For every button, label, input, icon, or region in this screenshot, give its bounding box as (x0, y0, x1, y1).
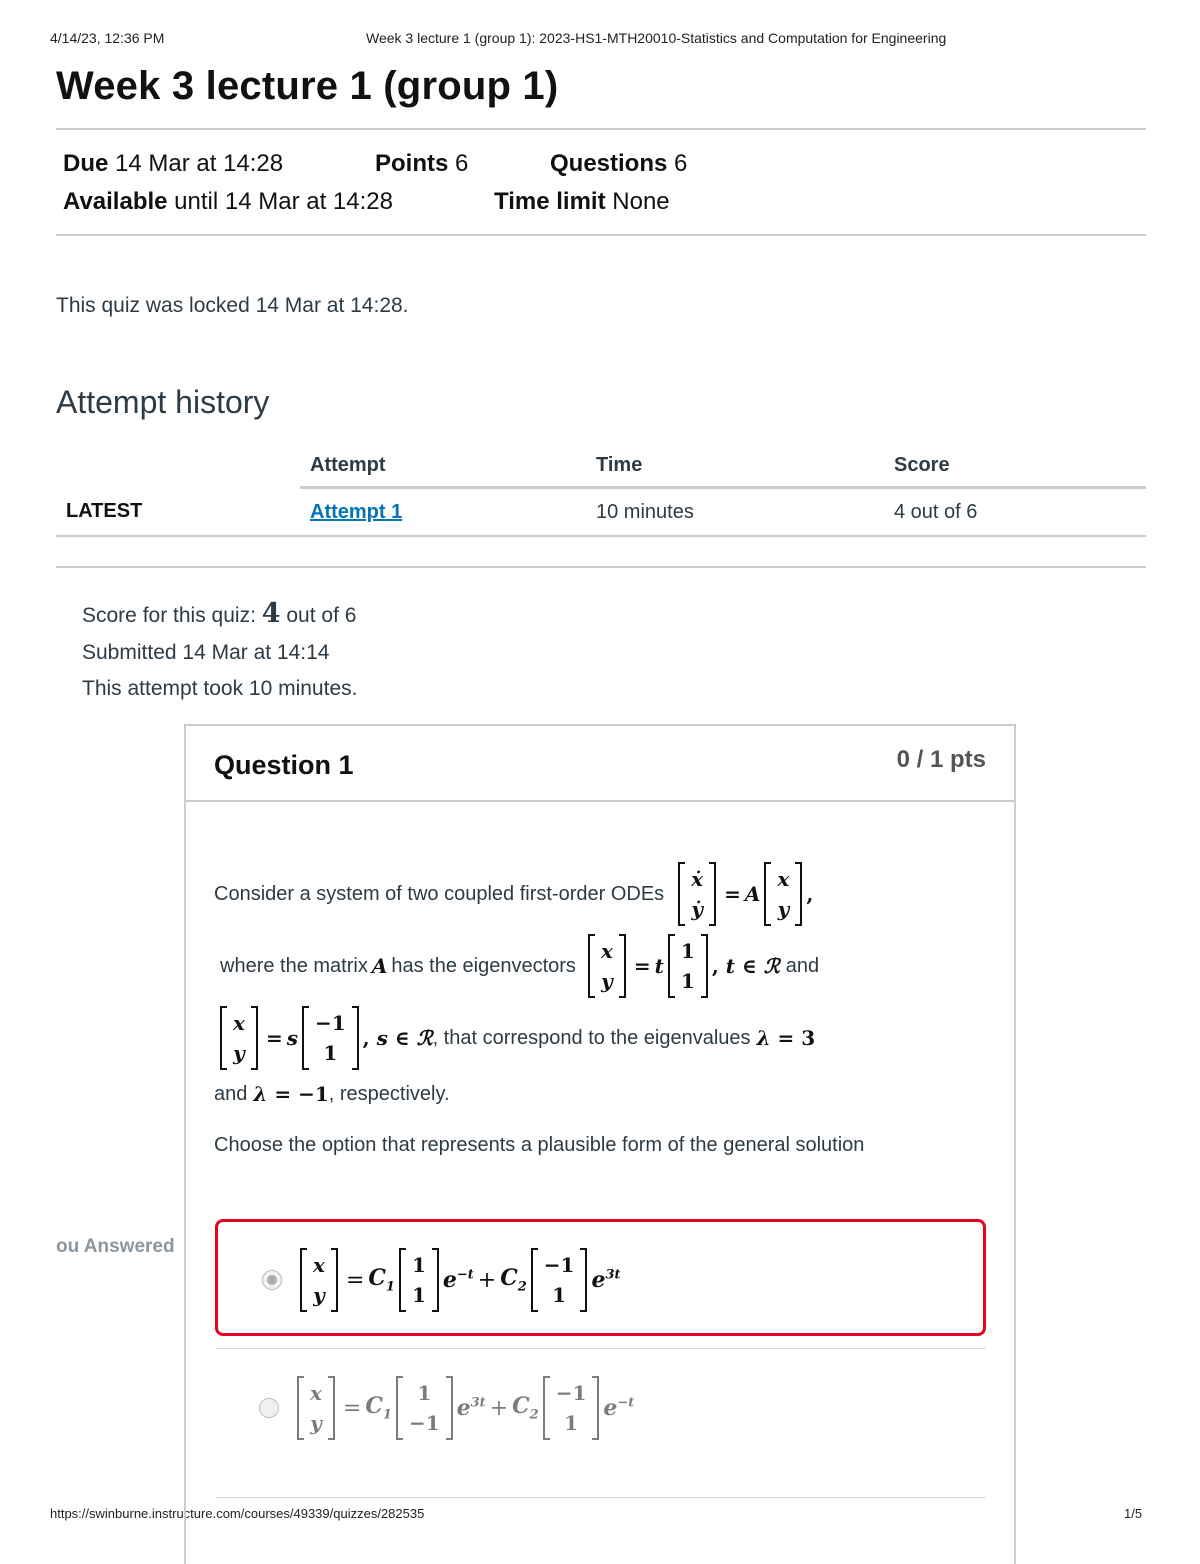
column-header-attempt: Attempt (300, 444, 586, 488)
matrix-neg1-1: −1 1 (302, 1006, 359, 1070)
divider (56, 566, 1146, 568)
time-limit-info (494, 188, 670, 216)
questions-info (550, 150, 687, 178)
time-limit-label: Time limit (494, 188, 606, 215)
eigenvalues-text: , that correspond to the eigenvalues (432, 1026, 751, 1049)
and-text: and (214, 1082, 248, 1105)
matrix-neg1-1: −1 1 (543, 1376, 600, 1440)
locked-message: This quiz was locked 14 Mar at 14:28. (56, 294, 409, 317)
attempt-duration: This attempt took 10 minutes. (82, 677, 358, 700)
quiz-score (82, 598, 356, 629)
question-text-line-4: and λ = −1 , respectively. (214, 1082, 450, 1106)
answer-radio-1[interactable] (262, 1270, 282, 1290)
score-value: 4 (261, 598, 281, 629)
matrix-xy: x y (588, 934, 626, 998)
question-text-line-1: Consider a system of two coupled first-order ODEs ẋ ẏ = A x y , (214, 862, 813, 926)
available-value: until 14 Mar at 14:28 (174, 188, 393, 215)
answer-divider (215, 1497, 986, 1498)
print-url: https://swinburne.instructure.com/courses/49339/quizzes/282535 (50, 1506, 425, 1521)
column-header-blank (56, 444, 300, 488)
available-info (63, 188, 393, 216)
table-row (56, 488, 1146, 537)
due-value: 14 Mar at 14:28 (115, 150, 284, 177)
matrix-xy: x y (297, 1376, 335, 1440)
matrix-1-1: 1 1 (399, 1248, 439, 1312)
score-prefix: Score for this quiz: (82, 604, 262, 627)
respectively-text: , respectively. (328, 1082, 450, 1105)
points-value: 6 (455, 150, 469, 177)
score-suffix: out of 6 (280, 604, 357, 627)
points-info (375, 150, 468, 178)
column-header-time: Time (586, 444, 884, 488)
attempt-link[interactable]: Attempt 1 (310, 500, 403, 523)
submitted-time: Submitted 14 Mar at 14:14 (82, 641, 330, 664)
latest-tag: LATEST (56, 488, 300, 537)
points-label: Points (375, 150, 449, 177)
attempt-cell (300, 488, 586, 537)
matrix-xy: x y (220, 1006, 258, 1070)
questions-value: 6 (674, 150, 688, 177)
matrix-xy: x y (300, 1248, 338, 1312)
where-text: where the matrix (220, 954, 368, 977)
questions-label: Questions (550, 150, 668, 177)
answer-option-2[interactable]: x y = $C_1$ 1 −1 $e^{3t}$ + $C_2$ −1 1 $e^{-t}$ (293, 1376, 634, 1440)
divider (56, 234, 1146, 236)
you-answered-label: ou Answered (56, 1236, 175, 1257)
matrix-xy: x y (764, 862, 802, 926)
divider (56, 128, 1146, 130)
question-intro: Consider a system of two coupled first-order ODEs (214, 882, 665, 905)
time-limit-value: None (612, 188, 670, 215)
question-header (186, 726, 1014, 802)
matrix-derivative: ẋ ẏ (678, 862, 716, 926)
print-page-number: 1/5 (1124, 1506, 1143, 1521)
question-points: 0 / 1 pts (896, 746, 986, 773)
score-cell: 4 out of 6 (884, 488, 1146, 537)
question-text-line-3: x y = s −1 1 , s ∈ ℛ , that correspond to the eigenvalues λ = 3 (216, 1006, 815, 1070)
matrix-neg1-1: −1 1 (531, 1248, 588, 1312)
and-text: and (785, 954, 820, 977)
print-date: 4/14/23, 12:36 PM (50, 30, 165, 46)
column-header-score: Score (884, 444, 1146, 488)
answer-radio-2[interactable] (259, 1398, 279, 1418)
answer-divider (215, 1348, 986, 1349)
attempt-history-heading: Attempt history (56, 384, 270, 420)
matrix-1-neg1: 1 −1 (396, 1376, 453, 1440)
question-title: Question 1 (214, 750, 354, 780)
question-prompt: Choose the option that represents a plausible form of the general solution (214, 1134, 865, 1156)
due-info (63, 150, 283, 178)
answer-option-1[interactable]: x y = $C_1$ 1 1 $e^{-t}$ + $C_2$ −1 1 $e^{3t}$ (296, 1248, 621, 1312)
print-page-title: Week 3 lecture 1 (group 1): 2023-HS1-MTH20010-Statistics and Computation for Engineering (366, 30, 947, 46)
available-label: Available (63, 188, 168, 215)
page-title: Week 3 lecture 1 (group 1) (56, 64, 559, 108)
matrix-1-1: 1 1 (668, 934, 708, 998)
due-label: Due (63, 150, 109, 177)
time-cell: 10 minutes (586, 488, 884, 537)
attempt-history-table (56, 444, 1146, 537)
eigenvectors-text: has the eigenvectors (391, 954, 576, 977)
question-text-line-2: where the matrix A has the eigenvectors x y = t 1 1 , t ∈ ℛ and (220, 934, 819, 998)
